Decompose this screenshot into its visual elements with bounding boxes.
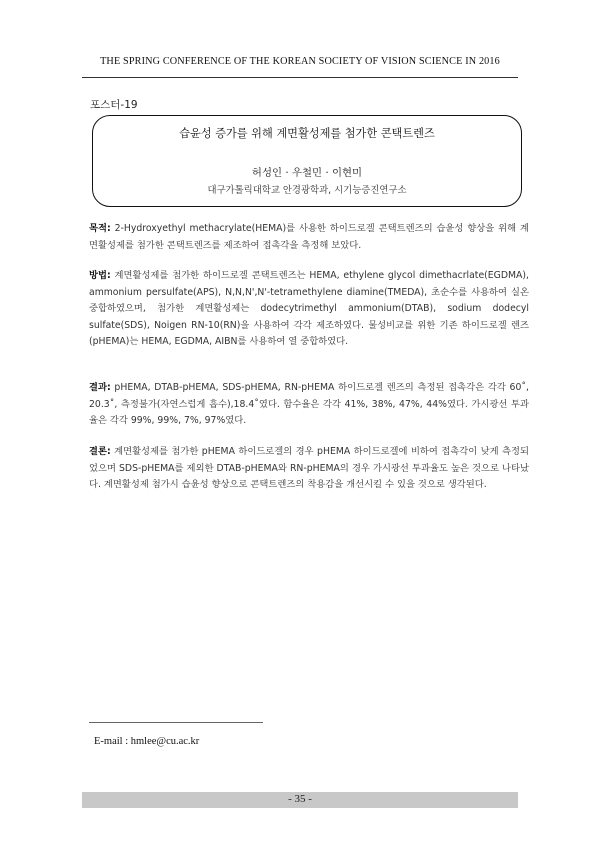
result-label: 결과: bbox=[89, 382, 111, 393]
footnote-divider bbox=[89, 722, 263, 723]
poster-number: 포스터-19 bbox=[90, 99, 138, 111]
method-section bbox=[89, 268, 529, 351]
paper-title: 습윤성 증가를 위해 계면활성제를 첨가한 콘택트렌즈 bbox=[179, 127, 435, 140]
purpose-section bbox=[89, 221, 529, 254]
conclusion-text: 계면활성제를 첨가한 pHEMA 하이드로겔의 경우 pHEMA 하이드로겔에 비하여 접촉각이 낮게 측정되었으며 SDS-pHEMA를 제외한 DTAB-pHEMA와 RN-pHEMA의 경우 가시광선 투과율도 높은 것으로 나타났다. 계면활성제 첨가시 습윤성 향상으로 콘택트렌즈의 착용감을 개선시킬 수 있을 것으로 생각된다. bbox=[89, 446, 529, 491]
conclusion-label: 결론: bbox=[89, 446, 111, 457]
purpose-text: 2-Hydroxyethyl methacrylate(HEMA)를 사용한 하이드로겔 콘택트렌즈의 습윤성 향상을 위해 계면활성제를 첨가한 콘택트렌즈를 제조하여 접촉각을 측정해 보았다. bbox=[89, 223, 529, 251]
method-text: 계면활성제를 첨가한 하이드로겔 콘택트렌즈는 HEMA, ethylene glycol dimethacrlate(EGDMA), ammonium persulfate(APS), N,N,N',N'-tetramethylene diamine(TMEDA), 초순수를 사용하여 실온 중합하였으며, 첨가한 계면활성제는 dodecytrimethyl ammonium(DTAB), sodium dodecyl sulfate(SDS), Noigen RN-10(RN)을 사용하여 각각 제조하였다. 물성비교를 위한 기존 하이드로겔 렌즈(pHEMA)는 HEMA, EGDMA, AIBN를 사용하여 열 중합하였다. bbox=[89, 270, 529, 348]
title-box bbox=[92, 115, 522, 207]
purpose-label: 목적: bbox=[89, 223, 111, 234]
result-text: pHEMA, DTAB-pHEMA, SDS-pHEMA, RN-pHEMA 하이드로겔 렌즈의 측정된 접촉각은 각각 60˚, 20.3˚, 측정불가(자연스럽게 흡수),18.4˚였다. 함수율은 각각 41%, 38%, 47%, 44%였다. 가시광선 투과율은 각각 99%, 99%, 7%, 97%였다. bbox=[89, 382, 529, 427]
header-divider bbox=[82, 77, 518, 78]
page-footer-bar bbox=[82, 792, 518, 808]
contact-email: E-mail : hmlee@cu.ac.kr bbox=[94, 736, 200, 747]
affiliation: 대구가톨릭대학교 안경광학과, 시기능증진연구소 bbox=[207, 185, 407, 196]
author-list: 허성인 · 우철민 · 이현미 bbox=[251, 167, 363, 179]
conclusion-section bbox=[89, 444, 529, 494]
method-label: 방법: bbox=[89, 270, 111, 281]
result-section bbox=[89, 380, 529, 430]
running-header: THE SPRING CONFERENCE OF THE KOREAN SOCIETY OF VISION SCIENCE IN 2016 bbox=[100, 56, 500, 67]
page-number: - 35 - bbox=[288, 793, 312, 805]
